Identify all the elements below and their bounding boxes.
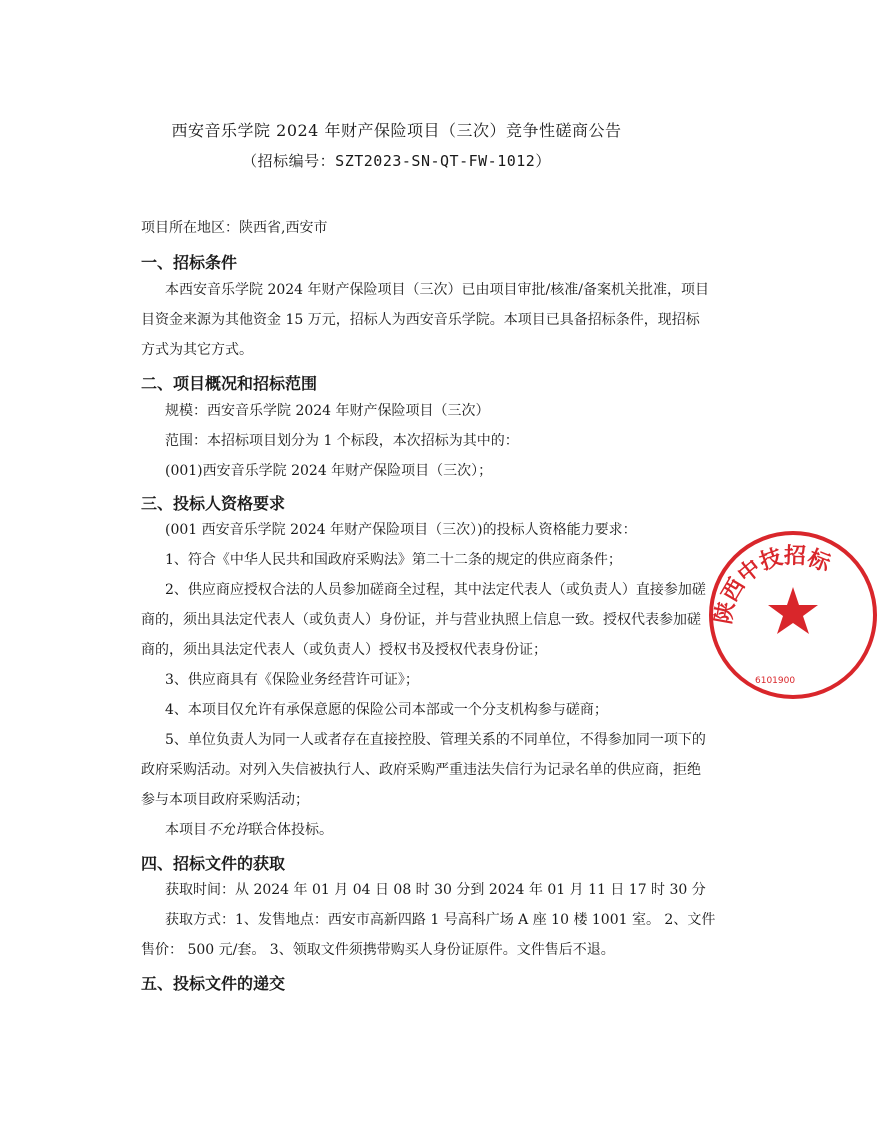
paragraph-line: 政府采购活动。对列入失信被执行人、政府采购严重违法失信行为记录名单的供应商，拒绝 bbox=[141, 762, 701, 778]
paragraph-line: 1、符合《中华人民共和国政府采购法》第二十二条的规定的供应商条件； bbox=[165, 552, 622, 568]
paragraph-line: 规模：西安音乐学院 2024 年财产保险项目（三次） bbox=[165, 403, 490, 419]
paragraph-line: 目资金来源为其他资金 15 万元，招标人为西安音乐学院。本项目已具备招标条件，现招标 bbox=[141, 312, 700, 328]
paragraph-line: 商的，须出具法定代表人（或负责人）授权书及授权代表身份证； bbox=[141, 642, 547, 658]
section-heading-4: 四、招标文件的获取 bbox=[141, 854, 286, 873]
paragraph-line: 5、单位负责人为同一人或者存在直接控股、管理关系的不同单位，不得参加同一项下的 bbox=[165, 732, 706, 748]
paragraph-line: 商的，须出具法定代表人（或负责人）身份证，并与营业执照上信息一致。授权代表参加磋 bbox=[141, 612, 701, 628]
section-heading-2: 二、项目概况和招标范围 bbox=[141, 374, 318, 393]
section-heading-1: 一、招标条件 bbox=[141, 253, 238, 272]
tender-code: （招标编号：SZT2023-SN-QT-FW-1012） bbox=[242, 152, 551, 170]
svg-text:陕西中技招标 bbox=[710, 543, 835, 626]
project-region: 项目所在地区：陕西省,西安市 bbox=[141, 220, 328, 236]
paragraph-line: 3、供应商具有《保险业务经营许可证》； bbox=[165, 672, 419, 688]
joint-prefix: 本项目 bbox=[165, 822, 207, 838]
seal-text: 陕西中技招标 bbox=[710, 542, 835, 626]
paragraph-line: 获取时间：从 2024 年 01 月 04 日 08 时 30 分到 2024 年 01 月 11 日 17 时 30 分 bbox=[165, 882, 706, 898]
paragraph-line: 本西安音乐学院 2024 年财产保险项目（三次）已由项目审批/核准/备案机关批准，项目 bbox=[165, 282, 709, 298]
paragraph-line: 参与本项目政府采购活动； bbox=[141, 792, 309, 808]
document-title: 西安音乐学院 2024 年财产保险项目（三次）竞争性磋商公告 bbox=[171, 121, 622, 140]
paragraph-line: (001)西安音乐学院 2024 年财产保险项目（三次）； bbox=[165, 463, 493, 479]
paragraph-line: 方式为其它方式。 bbox=[141, 342, 253, 358]
section-heading-3: 三、投标人资格要求 bbox=[141, 494, 286, 513]
paragraph-line: (001 西安音乐学院 2024 年财产保险项目（三次）)的投标人资格能力要求： bbox=[165, 522, 637, 538]
paragraph-line: 范围：本招标项目划分为 1 个标段，本次招标为其中的： bbox=[165, 433, 519, 449]
joint-bid-statement bbox=[165, 821, 685, 839]
joint-italic: 不允许 bbox=[207, 822, 249, 838]
paragraph-line: 4、本项目仅允许有承保意愿的保险公司本部或一个分支机构参与磋商； bbox=[165, 702, 608, 718]
paragraph-line: 2、供应商应授权合法的人员参加磋商全过程，其中法定代表人（或负责人）直接参加磋 bbox=[165, 582, 706, 598]
section-heading-5: 五、投标文件的递交 bbox=[141, 974, 286, 993]
joint-suffix: 联合体投标。 bbox=[249, 822, 333, 838]
official-seal-stamp bbox=[703, 525, 883, 705]
paragraph-line: 售价： 500 元/套。 3、领取文件须携带购买人身份证原件。文件售后不退。 bbox=[141, 942, 615, 958]
paragraph-line: 获取方式：1、发售地点：西安市高新四路 1 号高科广场 A 座 10 楼 1001 室。 2、文件 bbox=[165, 912, 716, 928]
seal-star-icon bbox=[768, 587, 818, 634]
seal-code: 6101900 bbox=[755, 676, 796, 686]
